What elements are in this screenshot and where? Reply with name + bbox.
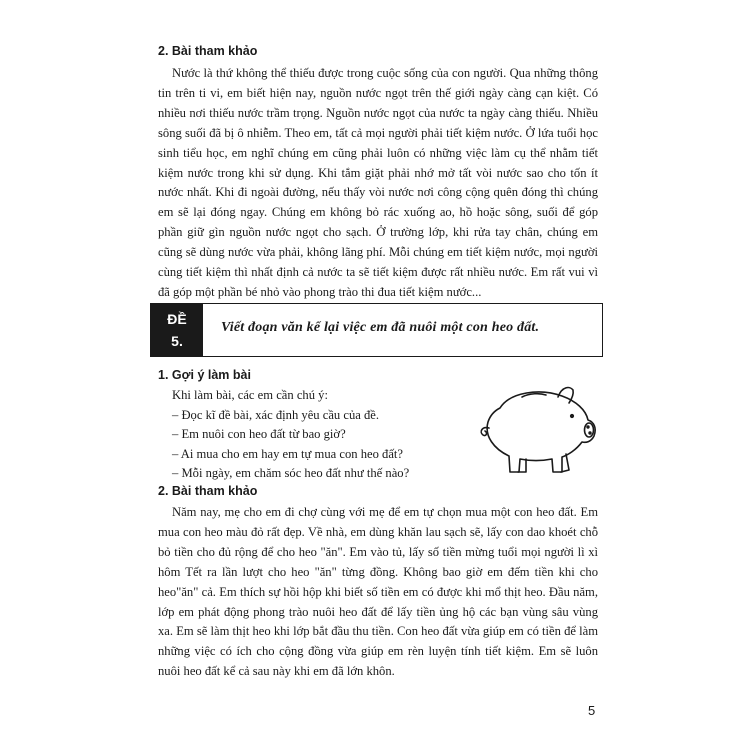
reference-text-2: Năm nay, mẹ cho em đi chợ cùng với mẹ để em tự chọn mua một con heo đất. Em mua con heo màu đỏ rất đẹp. Về nhà, em dùng khăn lau sạch sẽ, lấy con dao khoét chỗ bỏ tiền cho đủ rộng để cho heo "ăn". Em vào tủ, lấy số tiền mừng tuổi mọi người lì xì hôm Tết ra lần lượt cho heo "ăn" từng đồng. Không bao giờ em đếm tiền khi cho heo"ăn" cả. Em thích sự hồi hộp khi biết số tiền em có được khi mổ thịt heo. Đầu năm, lớp em phát động phong trào nuôi heo đất để lấy tiền ủng hộ các bạn vùng sâu vùng xa. Em sẽ làm thịt heo khi lớp bắt đầu thu tiền. Con heo đất vừa giúp em có tiền để làm những việc có ích cho cộng đồng vừa giúp em rèn luyện tính tiết kiệm. Em sẽ luôn nuôi heo đất kể cả sau này khi em đã lớn khôn. [158,505,598,679]
piggy-bank-icon [470,380,605,480]
section-heading-reference-1: 2. Bài tham khảo [158,44,258,58]
reference-text-1: Nước là thứ không thể thiếu được trong cuộc sống của con người. Qua những thông tin trên ti vi, em biết hiện nay, nguồn nước ngọt trên thế giới ngày càng cạn kiệt. Có nhiều nơi thiếu nước trầm trọng. Nguồn nước ngọt của nước ta ngày càng thiếu. Nhiều sông suối đã bị ô nhiễm. Theo em, tất cả mọi người phải tiết kiệm nước. Ở lứa tuổi học sinh tiểu học, em nghĩ chúng em cũng phải luôn có những việc làm cụ thể nhằm tiết kiệm nước trong khi sử dụng. Khi tắm giặt phải nhớ mở tất vòi nước sao cho tốn ít nước nhất. Khi đi ngoài đường, nếu thấy vòi nước nơi công cộng quên đóng thì chúng em sẽ lại đóng ngay. Chúng em không bỏ rác xuống ao, hồ hoặc sông, suối để góp phần giữ gìn nguồn nước ngọt cho sạch. Ở trường lớp, khi rửa tay chân, chúng em cũng sẽ dùng nước vừa phải, không lãng phí. Mỗi chúng em tiết kiệm nước, mọi người cùng tiết kiệm thì nhất định cả nước ta sẽ tiết kiệm được rất nhiều nước. Em rất vui vì đã góp một phần bé nhỏ vào phong trào thi đua tiết kiệm nước... [158,66,598,299]
section-heading-reference-2: 2. Bài tham khảo [158,484,258,498]
reference-paragraph-1 [158,64,598,303]
exercise-label-number: 5. [171,333,183,349]
section-heading-hints: 1. Gợi ý làm bài [158,368,251,382]
hint-item: – Ai mua cho em hay em tự mua con heo đất? [172,446,403,461]
exercise-box [150,303,603,357]
page-number: 5 [588,703,596,718]
hint-list [172,386,409,484]
exercise-label [151,304,203,356]
hint-intro: Khi làm bài, các em cần chú ý: [172,388,328,402]
hint-item: – Em nuôi con heo đất từ bao giờ? [172,427,346,442]
hint-item: – Mỗi ngày, em chăm sóc heo đất như thế nào? [172,466,410,481]
exercise-label-word: ĐỀ [167,311,187,327]
reference-paragraph-2 [158,503,598,682]
exercise-prompt: Viết đoạn văn kể lại việc em đã nuôi một con heo đất. [221,320,540,335]
hint-item: – Đọc kĩ đề bài, xác định yêu cầu của đề. [172,407,380,422]
